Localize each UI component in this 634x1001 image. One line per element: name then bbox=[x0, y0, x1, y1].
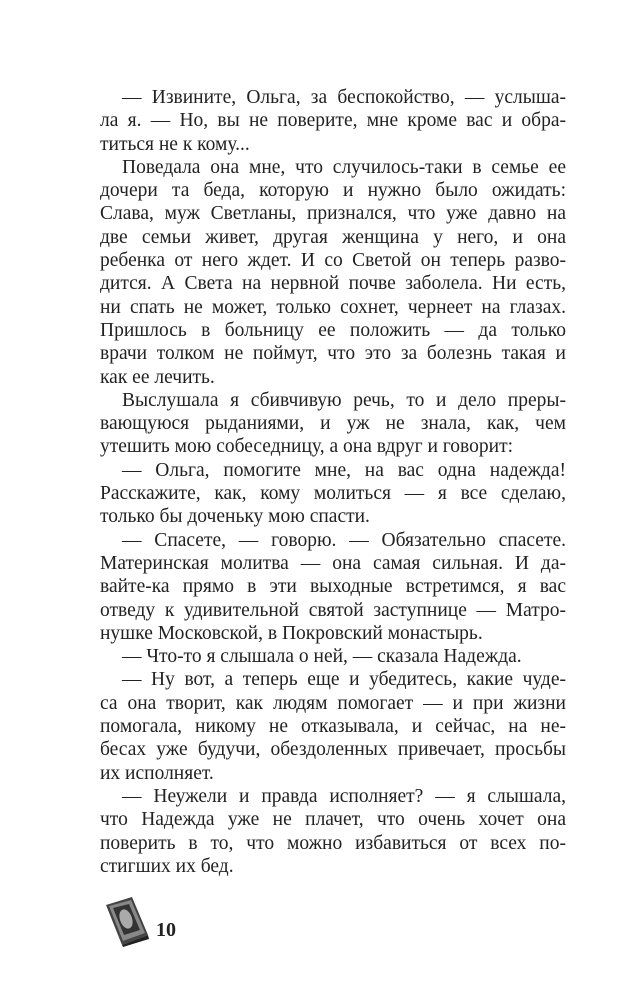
text-line: нушке Московской, в Покровский монастырь. bbox=[100, 622, 483, 644]
text-line: вающуюся рыданиями, и уж не знала, как, чем bbox=[100, 413, 566, 435]
text-line: только бы доченьку мою спасти. bbox=[100, 506, 370, 528]
page-text bbox=[100, 86, 566, 878]
text-line: бесах уже будучи, обездоленных привечает, просьбы bbox=[100, 739, 566, 761]
text-line: дочери та беда, которую и нужно было ожидать: bbox=[100, 180, 566, 202]
text-line: стигших их бед. bbox=[100, 855, 234, 877]
text-line: поверить в то, что можно избавиться от всех по- bbox=[100, 832, 566, 854]
text-line: — Неужели и правда исполняет? — я слышала, bbox=[122, 785, 566, 807]
text-line: — Извините, Ольга, за беспокойство, — услыша- bbox=[122, 87, 566, 108]
text-line: Расскажите, как, кому молиться — я все сделаю, bbox=[100, 483, 566, 505]
text-line: дится. А Света на нервной почве заболела. Ни есть, bbox=[100, 273, 566, 295]
text-line: Выслушала я сбивчивую речь, то и дело преры- bbox=[122, 389, 566, 411]
text-line: са она творит, как людям помогает — и при жизни bbox=[100, 692, 566, 714]
page-footer bbox=[100, 893, 220, 953]
text-line: что Надежда уже не плачет, что очень хочет она bbox=[100, 809, 566, 831]
text-line: — Ну вот, а теперь еще и убедитесь, какие чуде- bbox=[122, 669, 566, 691]
text-line: ребенка от него ждет. И со Светой он теперь разво- bbox=[100, 250, 566, 272]
text-line: ла я. — Но, вы не поверите, мне кроме вас и обра- bbox=[100, 110, 566, 132]
text-line: ни спать не может, только сохнет, чернеет на глазах. bbox=[100, 296, 566, 318]
page-number: 10 bbox=[156, 919, 176, 941]
book-icon bbox=[102, 895, 152, 947]
text-line: вайте-ка прямо в эти выходные встретимся, я вас bbox=[100, 576, 566, 598]
text-line: Пришлось в больницу ее положить — да только bbox=[100, 319, 566, 341]
text-line: врачи толком не поймут, что это за болезнь такая и bbox=[100, 343, 566, 365]
text-line: две семьи живет, другая женщина у него, и она bbox=[100, 226, 566, 248]
text-line: Поведала она мне, что случилось-таки в семье ее bbox=[122, 156, 566, 178]
text-line: отведу к удивительной святой заступнице — Матро- bbox=[100, 599, 566, 621]
text-line: титься не к кому... bbox=[100, 133, 250, 155]
text-line: — Ольга, помогите мне, на вас одна надежда! bbox=[122, 459, 566, 481]
text-line: утешить мою собеседницу, а она вдруг и говорит: bbox=[100, 436, 514, 458]
text-line: помогала, никому не отказывала, и сейчас, на не- bbox=[100, 716, 566, 738]
text-line: Материнская молитва — она самая сильная. И да- bbox=[100, 552, 566, 574]
text-line: — Что-то я слышала о ней, — сказала Надежда. bbox=[122, 646, 522, 668]
text-line: как ее лечить. bbox=[100, 366, 215, 388]
text-line: Слава, муж Светланы, признался, что уже давно на bbox=[100, 203, 566, 225]
text-line: их исполняет. bbox=[100, 762, 214, 784]
text-line: — Спасете, — говорю. — Обязательно спасете. bbox=[122, 529, 566, 551]
